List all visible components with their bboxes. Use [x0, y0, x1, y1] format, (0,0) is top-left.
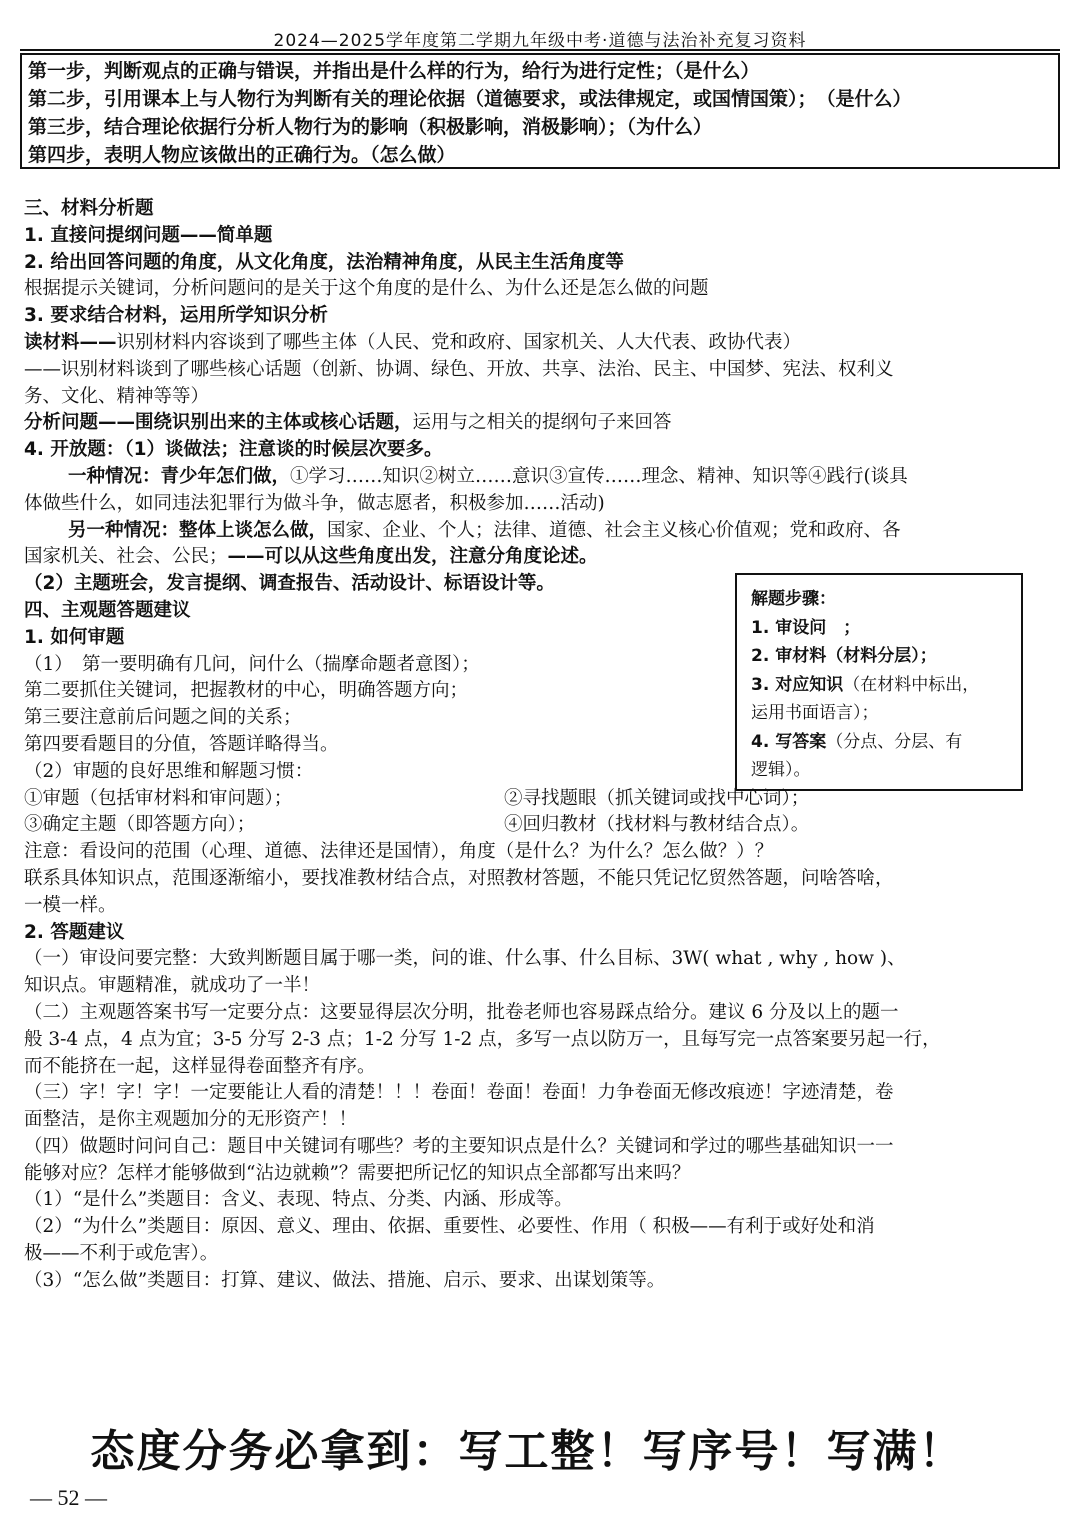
text-line: （2）审题的良好思维和解题习惯：: [24, 760, 314, 782]
text-span: 运用与之相关的提纲句子来回答: [412, 412, 672, 434]
sidebox-step: 逻辑）。: [751, 760, 811, 780]
answer-steps-box: [20, 53, 1060, 169]
text-line: 第三要注意前后问题之间的关系；: [24, 707, 302, 729]
text-line: 根据提示关键词，分析问题问的是关于这个角度的是什么、为什么还是怎么做的问题: [24, 278, 709, 300]
text-line: 4. 开放题：（1）谈做法；注意谈的时候层次要多。: [24, 439, 443, 461]
step-3: 第三步，结合理论依据行分析人物行为的影响（积极影响，消极影响）；（为什么）: [28, 116, 713, 138]
text-line: 务、文化、精神等等）: [24, 385, 210, 407]
text-line: 第二要抓住关键词，把握教材的中心，明确答题方向；: [24, 680, 469, 702]
text-span: 国家机关、社会、公民；: [24, 546, 228, 568]
text-span: （分点、分层、有: [826, 731, 963, 752]
section-heading-3: 三、材料分析题: [24, 198, 154, 219]
text-span: ②寻找题眼（抓关键词或找中心词）；: [504, 787, 810, 809]
text-line: 体做些什么，如同违法犯罪行为做斗争，做志愿者，积极参加……活动): [24, 492, 605, 514]
text-span: 另一种情况：整体上谈怎么做，: [68, 519, 328, 541]
text-span: （在材料中标出，: [843, 674, 980, 695]
text-line: （2）主题班会，发言提纲、调查报告、活动设计、标语设计等。: [24, 573, 555, 595]
text-line: 极——不利于或危害）。: [24, 1243, 219, 1265]
sidebox-step: 1. 审设问 ；: [751, 617, 861, 638]
text-line: ——识别材料谈到了哪些核心话题（创新、协调、绿色、开放、共享、法治、民主、中国梦、宪法、权利义: [24, 358, 894, 380]
text-line: （一）审设问要完整：大致判断题目属于哪一类，问的谁、什么事、什么目标、3W( what , why , how )、: [24, 948, 906, 970]
text-line: （1） 第一要明确有几问，问什么（揣摩命题者意图）；: [24, 653, 480, 675]
text-span: 4. 写答案: [751, 731, 827, 752]
text-line: 能够对应？怎样才能够做到“沾边就赖”？需要把所记忆的知识点全部都写出来吗？: [24, 1162, 691, 1184]
text-line: 第四要看题目的分值，答题详略得当。: [24, 733, 339, 755]
text-line: （二）主观题答案书写一定要分点：这要显得层次分明，批卷老师也容易踩点给分。建议 6 分及以上的题一: [24, 1001, 899, 1023]
text-line: （三）字！字！字！一定要能让人看的清楚！！！卷面！卷面！卷面！力争卷面无修改痕迹！字迹清楚，卷: [24, 1082, 894, 1104]
page-header: 2024—2025学年度第二学期九年级中考·道德与法治补充复习资料: [273, 31, 807, 51]
text-span: ①学习……知识②树立……意识③宣传……理念、精神、知识等④践行(谈具: [290, 465, 908, 487]
text-span: ——可以从这些角度出发，注意分角度论述。: [227, 546, 598, 568]
text-line: [24, 518, 1060, 545]
text-line: 面整洁，是你主观题加分的无形资产！！: [24, 1109, 358, 1131]
step-2: 第二步，引用课本上与人物行为判断有关的理论依据（道德要求，或法律规定，或国情国策）； （是什么）: [28, 88, 912, 110]
text-span: 国家、企业、个人；法律、道德、社会主义核心价值观；党和政府、各: [327, 519, 901, 541]
text-line: 2. 给出回答问题的角度，从文化角度，法治精神角度，从民主生活角度等: [24, 251, 624, 273]
sidebox-step: [751, 728, 1007, 757]
text-span: 读材料——: [24, 331, 117, 353]
text-line: 2. 答题建议: [24, 921, 125, 943]
text-line: 知识点。审题精准，就成功了一半！: [24, 975, 321, 997]
text-span: 3. 对应知识: [751, 674, 844, 695]
sidebox-step: 运用书面语言）；: [751, 703, 879, 723]
text-span: 识别材料内容谈到了哪些主体（人民、党和政府、国家机关、人大代表、政协代表）: [116, 331, 802, 353]
text-line: 1. 直接问提纲问题——简单题: [24, 224, 273, 246]
text-line: 1. 如何审题: [24, 626, 125, 648]
sidebox-step: [751, 671, 1007, 700]
text-line: [24, 544, 1060, 571]
text-line: （3）“怎么做”类题目：打算、建议、做法、措施、启示、要求、出谋划策等。: [24, 1269, 666, 1291]
text-line: [24, 410, 1060, 437]
header-divider: [20, 49, 1060, 51]
text-span: 一种情况：青少年怎们做，: [68, 465, 291, 487]
page-number: — 52 —: [30, 1485, 107, 1510]
text-line: 一模一样。: [24, 894, 117, 916]
text-line: [24, 812, 1060, 839]
section-heading-4: 四、主观题答题建议: [24, 599, 191, 621]
slogan: 态度分务必拿到：写工整！写序号！写满！: [90, 1426, 965, 1477]
text-span: ③确定主题（即答题方向）；: [24, 814, 256, 836]
text-line: 3. 要求结合材料，运用所学知识分析: [24, 305, 328, 327]
text-span: ④回归教材（找材料与教材结合点）。: [504, 814, 810, 836]
solving-steps-box: [735, 573, 1023, 791]
text-line: [24, 330, 1060, 357]
sidebox-step: 2. 审材料（材料分层）；: [751, 646, 937, 666]
text-line: 注意：看设问的范围（心理、道德、法律还是国情），角度（是什么？为什么？怎么做？）？: [24, 841, 774, 863]
text-span: ①审题（包括审材料和审问题）；: [24, 787, 293, 809]
step-4: 第四步，表明人物应该做出的正确行为。（怎么做）: [28, 144, 456, 166]
sidebox-title: 解题步骤：: [751, 589, 836, 609]
text-line: （1）“是什么”类题目：含义、表现、特点、分类、内涵、形成等。: [24, 1189, 573, 1211]
text-line: 而不能挤在一起，这样显得卷面整齐有序。: [24, 1055, 376, 1077]
text-line: [24, 464, 1060, 491]
text-line: 联系具体知识点，范围逐渐缩小，要找准教材结合点，对照教材答题，不能只凭记忆贸然答题，问啥答啥，: [24, 867, 894, 889]
text-line: 般 3-4 点，4 点为宜；3-5 分写 2-3 点；1-2 分写 1-2 点，多写一点以防万一，且每写完一点答案要另起一行，: [24, 1028, 941, 1050]
text-line: （四）做题时问问自己：题目中关键词有哪些？考的主要知识点是什么？关键词和学过的哪些基础知识一一: [24, 1135, 894, 1157]
step-1: 第一步，判断观点的正确与错误，并指出是什么样的行为，给行为进行定性；（是什么）: [28, 60, 760, 82]
text-span: 分析问题——围绕识别出来的主体或核心话题，: [24, 412, 413, 434]
text-line: （2）“为什么”类题目：原因、意义、理由、依据、重要性、必要性、作用（ 积极——有利于或好处和消: [24, 1216, 875, 1238]
